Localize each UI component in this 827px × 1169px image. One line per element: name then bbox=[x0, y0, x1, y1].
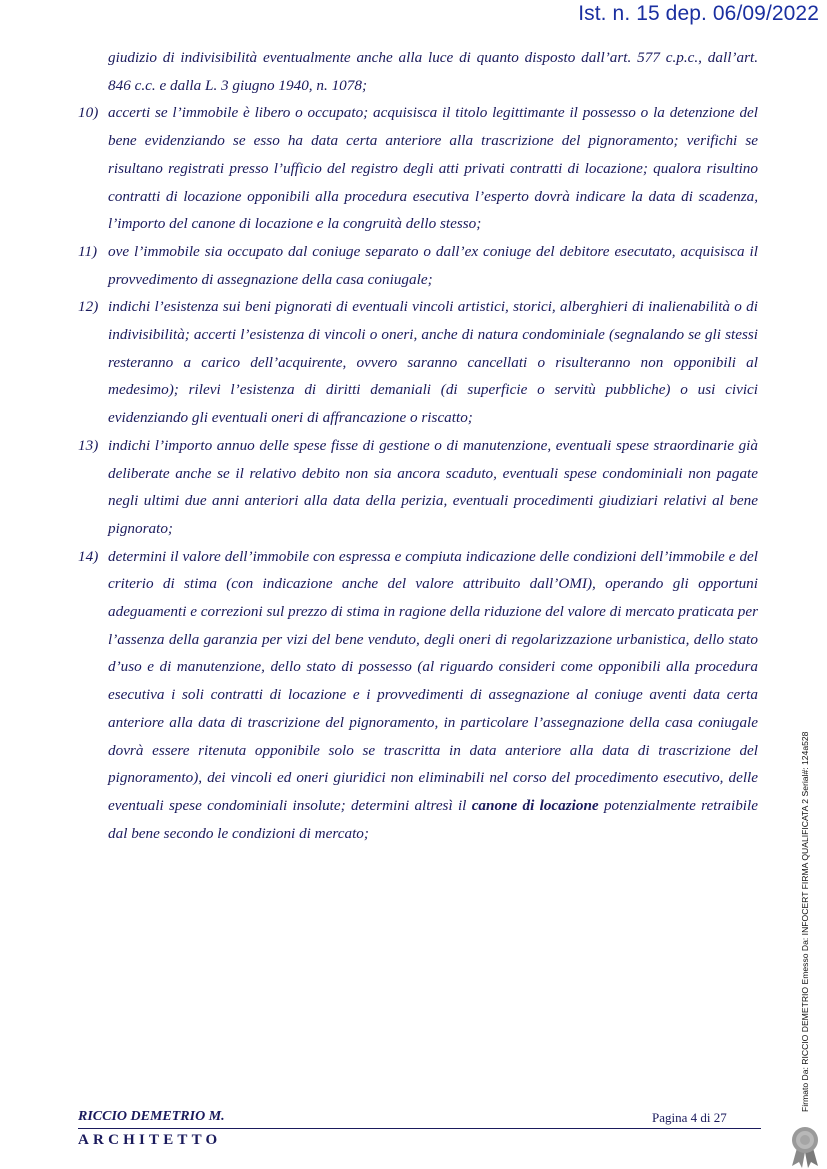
item-text-part: determini il valore dell’immobile con espressa e compiuta indicazione delle condizioni dell’immobile e del criterio di stima (con indicazione anche del valore attribuito dall’OMI), operando gli opportuni adeguamenti e correzioni sul prezzo di stima in ragione della riduzione del valore di mercato praticata per l’assenza della garanzia per vizi del bene venduto, degli oneri di regolarizzazione urbanistica, dello stato d’uso e di manutenzione, dello stato di possesso (al riguardo consideri come opponibili alla procedura esecutiva i soli contratti di locazione e i provvedimenti di assegnazione al coniuge aventi data certa anteriore alla data di trascrizione del pignoramento, in particolare l’assegnazione della casa coniugale dovrà essere ritenuta opponibile solo se trascritta in data anteriore alla data di trascrizione del pignoramento), dei vincoli ed oneri giuridici non eliminabili nel corso del procedimento esecutivo, delle eventuali spese condominiali insolute; determini altresì il bbox=[108, 547, 758, 814]
list-item-continuation bbox=[78, 44, 758, 99]
item-text: indichi l’importo annuo delle spese fisse di gestione o di manutenzione, eventuali spese straordinarie già deliberate anche se il relativo debito non sia ancora scaduto, eventuali spese condominiali non pagate negli ultimi due anni anteriori alla data della perizia, eventuali procedimenti giudiziari relativi al bene pignorato; bbox=[108, 436, 758, 537]
list-item-12 bbox=[78, 293, 758, 432]
item-number: 11) bbox=[78, 242, 98, 260]
deposit-stamp: Ist. n. 15 dep. 06/09/2022 bbox=[578, 2, 819, 25]
footer-divider bbox=[78, 1128, 761, 1129]
footer-author-name: RICCIO DEMETRIO M. bbox=[78, 1109, 225, 1124]
list-item-14 bbox=[78, 543, 758, 848]
item-number: 10) bbox=[78, 104, 99, 122]
list-item-10 bbox=[78, 99, 758, 238]
footer-profession: ARCHITETTO bbox=[78, 1132, 222, 1148]
highlight-canone-di-locazione: canone di locazione bbox=[471, 796, 599, 814]
continuation-text: giudizio di indivisibilità eventualmente anche alla luce di quanto disposto dall’art. 577 c.p.c., dall’art. 846 c.c. e dalla L. 3 giugno 1940, n. 1078; bbox=[108, 49, 758, 94]
item-number: 14) bbox=[78, 547, 99, 565]
item-number: 12) bbox=[78, 298, 99, 316]
list-item-11 bbox=[78, 238, 758, 293]
item-text: indichi l’esistenza sui beni pignorati di eventuali vincoli artistici, storici, alberghieri di inalienabilità o di indivisibilità; accerti l’esistenza di vincoli o oneri, anche di natura condominiale (segnalando se gli stessi resteranno a carico dell’acquirente, ovvero saranno cancellati o risulteranno non opponibili al medesimo); rilevi l’esistenza di diritti demaniali (di superficie o servitù pubbliche) o usi civici evidenziando gli eventuali oneri di affrancazione o riscatto; bbox=[108, 298, 758, 427]
digital-signature-text: Firmato Da: RICCIO DEMETRIO Emesso Da: INFOCERT FIRMA QUALIFICATA 2 Serial#: 124a528 bbox=[800, 731, 810, 1112]
item-text-part: potenzialmente retraibile dal bene secondo le condizioni di mercato; bbox=[108, 796, 758, 842]
document-body bbox=[78, 44, 758, 847]
item-number: 13) bbox=[78, 436, 99, 454]
item-text: accerti se l’immobile è libero o occupato; acquisisca il titolo legittimante il possesso o la detenzione del bene evidenziando se esso ha data certa anteriore alla trascrizione del pignoramento; verifichi se risultano registrati presso l’ufficio del registro degli atti privati contratti di locazione; qualora risultino contratti di locazione opponibili alla procedura esecutiva l’esperto dovrà indicare la data di scadenza, l’importo del canone di locazione e la congruità dello stesso; bbox=[108, 104, 758, 233]
seal-icon bbox=[787, 1124, 823, 1168]
page-number: Pagina 4 di 27 bbox=[652, 1110, 727, 1125]
item-text bbox=[108, 543, 758, 848]
list-item-13 bbox=[78, 432, 758, 543]
item-text: ove l’immobile sia occupato dal coniuge separato o dall’ex coniuge del debitore esecutato, acquisisca il provvedimento di assegnazione della casa coniugale; bbox=[108, 242, 758, 288]
